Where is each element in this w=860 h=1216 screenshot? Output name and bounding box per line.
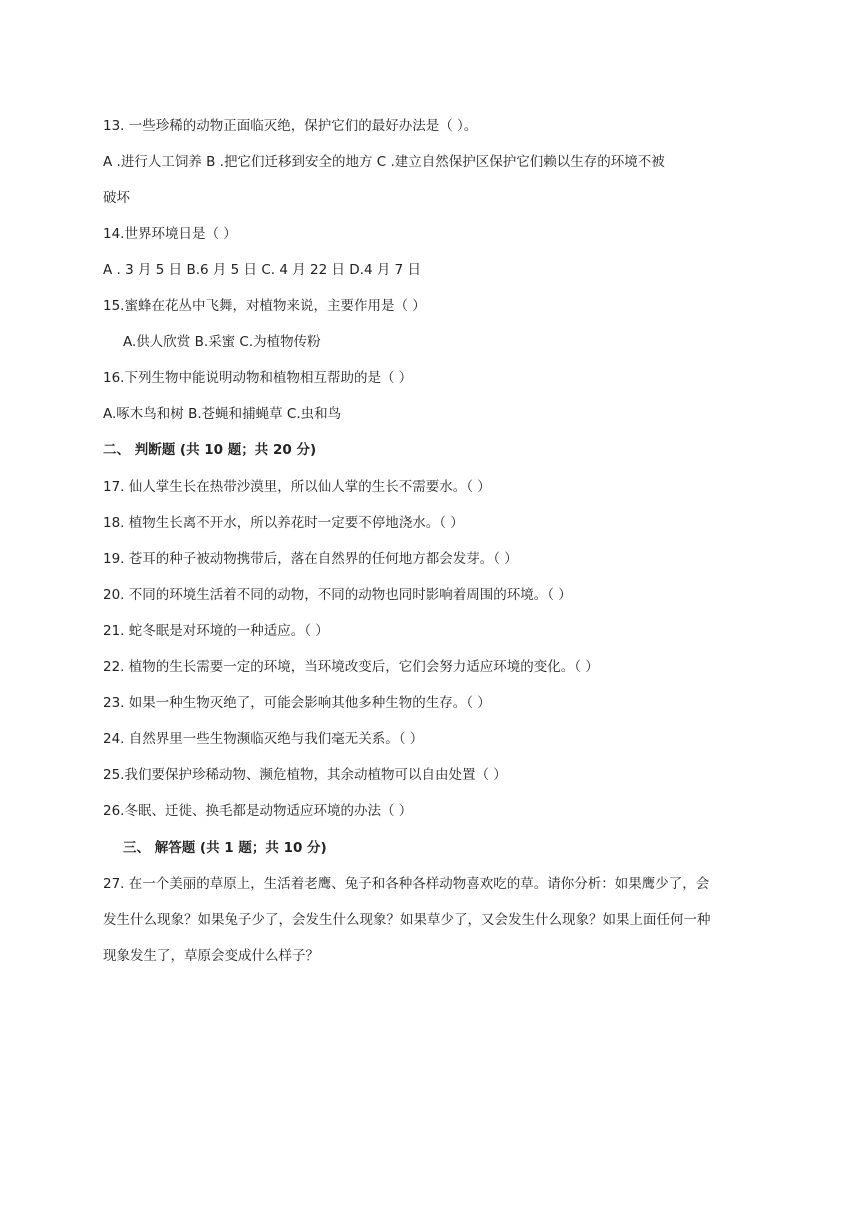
question-24: 24. 自然界里一些生物濒临灭绝与我们毫无关系。（ ） (103, 731, 424, 747)
question-17: 17. 仙人掌生长在热带沙漠里，所以仙人掌的生长不需要水。（ ） (103, 479, 491, 495)
question-13-options: A .进行人工饲养 B .把它们迁移到安全的地方 C .建立自然保护区保护它们赖以生存的环境不被 (103, 154, 665, 170)
question-15-stem: 15.蜜蜂在花丛中飞舞，对植物来说，主要作用是（ ） (103, 298, 426, 314)
question-23: 23. 如果一种生物灭绝了，可能会影响其他多种生物的生存。（ ） (103, 695, 491, 711)
section-3-heading: 三、 解答题 (共 1 题；共 10 分) (123, 840, 327, 856)
question-13-stem: 13. 一些珍稀的动物正面临灭绝，保护它们的最好办法是（ ）。 (103, 118, 478, 134)
question-27-line-3: 现象发生了，草原会变成什么样子？ (103, 948, 319, 964)
question-16-options: A.啄木鸟和树 B.苍蝇和捕蝇草 C.虫和鸟 (103, 406, 342, 422)
question-19: 19. 苍耳的种子被动物携带后，落在自然界的任何地方都会发芽。（ ） (103, 551, 518, 567)
question-27-line-1: 27. 在一个美丽的草原上，生活着老鹰、兔子和各种各样动物喜欢吃的草。请你分析：如果鹰少了，会 (103, 876, 710, 892)
question-27-line-2: 发生什么现象？如果兔子少了，会发生什么现象？如果草少了，又会发生什么现象？如果上面任何一种 (103, 912, 711, 928)
question-14-stem: 14.世界环境日是（ ） (103, 226, 237, 242)
question-15-options: A.供人欣赏 B.采蜜 C.为植物传粉 (123, 334, 321, 350)
section-2-heading: 二、 判断题 (共 10 题；共 20 分) (103, 442, 317, 458)
question-22: 22. 植物的生长需要一定的环境，当环境改变后，它们会努力适应环境的变化。（ ） (103, 659, 599, 675)
question-20: 20. 不同的环境生活着不同的动物，不同的动物也同时影响着周围的环境。（ ） (103, 587, 572, 603)
question-26: 26.冬眠、迁徙、换毛都是动物适应环境的办法（ ） (103, 803, 413, 819)
question-25: 25.我们要保护珍稀动物、濒危植物，其余动植物可以自由处置（ ） (103, 767, 507, 783)
question-21: 21. 蛇冬眠是对环境的一种适应。（ ） (103, 623, 329, 639)
question-14-options: A . 3 月 5 日 B.6 月 5 日 C. 4 月 22 日 D.4 月 7 日 (103, 262, 422, 278)
question-18: 18. 植物生长离不开水，所以养花时一定要不停地浇水。（ ） (103, 515, 464, 531)
question-16-stem: 16.下列生物中能说明动物和植物相互帮助的是（ ） (103, 370, 413, 386)
question-13-options-continued: 破坏 (103, 190, 130, 206)
